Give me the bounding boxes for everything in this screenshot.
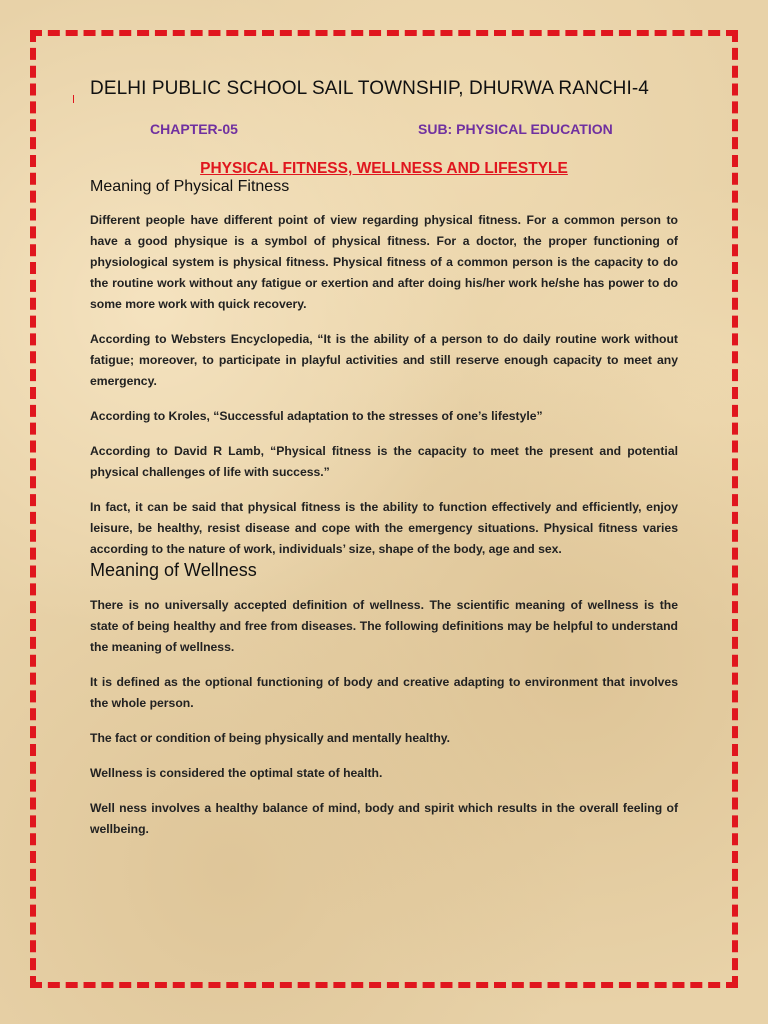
paragraph: Well ness involves a healthy balance of mind, body and spirit which results in the overall feeling of wellbeing. xyxy=(90,801,678,836)
section-heading-wellness: Meaning of Wellness xyxy=(90,560,257,580)
chapter-label: CHAPTER-05 xyxy=(150,121,238,137)
paragraph: There is no universally accepted definition of wellness. The scientific meaning of wellness is the state of being healthy and free from diseases. The following definitions may be helpful to understand the meaning of wellness. xyxy=(90,598,678,654)
stray-mark xyxy=(73,95,74,103)
document-content xyxy=(90,70,678,840)
paragraph: The fact or condition of being physically and mentally healthy. xyxy=(90,731,451,745)
paragraph: According to David R Lamb, “Physical fitness is the capacity to meet the present and potential physical challenges of life with success.” xyxy=(90,444,678,479)
paragraph: It is defined as the optional functioning of body and creative adapting to environment that involves the whole person. xyxy=(90,675,678,710)
paragraph: Different people have different point of view regarding physical fitness. For a common person to have a good physique is a symbol of physical fitness. For a doctor, the proper functioning of physiological system is physical fitness. Physical fitness of a common person is the capacity to do the routine work without any fatigue or exertion and after doing his/her work he/she has power to do some more work with quick recovery. xyxy=(90,213,678,311)
paragraph: According to Kroles, “Successful adaptation to the stresses of one’s lifestyle” xyxy=(90,409,543,423)
document-title: PHYSICAL FITNESS, WELLNESS AND LIFESTYLE xyxy=(200,160,568,177)
subject-label: SUB: PHYSICAL EDUCATION xyxy=(418,121,613,137)
school-name: DELHI PUBLIC SCHOOL SAIL TOWNSHIP, DHURWA RANCHI-4 xyxy=(90,78,649,99)
paragraph: According to Websters Encyclopedia, “It is the ability of a person to do daily routine work without fatigue; moreover, to participate in playful activities and still reserve enough capacity to meet any emergency. xyxy=(90,332,678,388)
paragraph: In fact, it can be said that physical fitness is the ability to function effectively and efficiently, enjoy leisure, be healthy, resist disease and cope with the emergency situations. Physical fitness varies according to the nature of work, individuals’ size, shape of the body, age and sex. xyxy=(90,500,678,556)
section-heading-physical-fitness: Meaning of Physical Fitness xyxy=(90,178,290,195)
meta-row xyxy=(90,121,678,137)
paragraph: Wellness is considered the optimal state of health. xyxy=(90,766,383,780)
